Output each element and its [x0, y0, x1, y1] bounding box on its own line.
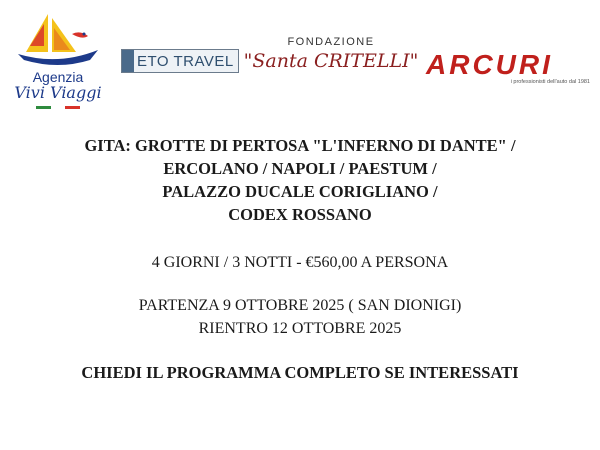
vivi-viaggi-logo — [8, 10, 108, 110]
fondazione-logo — [236, 36, 426, 72]
italian-flag-stripe — [36, 106, 80, 109]
sponsor-logo-bar — [0, 0, 600, 120]
fondazione-line1: FONDAZIONE — [287, 36, 375, 48]
vivi-viaggi-line2: Vivi Viaggi — [14, 83, 102, 102]
call-to-action: CHIEDI IL PROGRAMMA COMPLETO SE INTERESSATI — [81, 363, 519, 382]
eto-mark-icon — [122, 50, 134, 72]
trip-title-line: GITA: GROTTE DI PERTOSA "L'INFERNO DI DANTE" / — [84, 136, 516, 155]
arcuri-wordmark: ARCURI — [426, 49, 553, 80]
return-date: RIENTRO 12 OTTOBRE 2025 — [198, 320, 402, 337]
trip-title-line: ERCOLANO / NAPOLI / PAESTUM / — [163, 159, 437, 178]
trip-title-line: PALAZZO DUCALE CORIGLIANO / — [162, 182, 438, 201]
vivi-viaggi-line1: Agenzia — [32, 69, 84, 85]
sailboat-icon — [14, 10, 102, 72]
trip-title-line: CODEX ROSSANO — [228, 205, 372, 224]
duration-price: 4 GIORNI / 3 NOTTI - €560,00 A PERSONA — [151, 254, 449, 271]
fondazione-line2: "Santa CRITELLI" — [243, 50, 419, 72]
trip-announcement — [0, 134, 600, 383]
arcuri-logo — [426, 49, 590, 85]
trip-title — [0, 134, 600, 226]
eto-travel-text: ETO TRAVEL — [137, 52, 234, 70]
eto-travel-logo — [121, 49, 239, 73]
departure-date: PARTENZA 9 OTTOBRE 2025 ( SAN DIONIGI) — [138, 297, 462, 314]
arcuri-tagline: i professionisti dell'auto dal 1981 — [510, 79, 590, 85]
trip-dates — [0, 294, 600, 340]
